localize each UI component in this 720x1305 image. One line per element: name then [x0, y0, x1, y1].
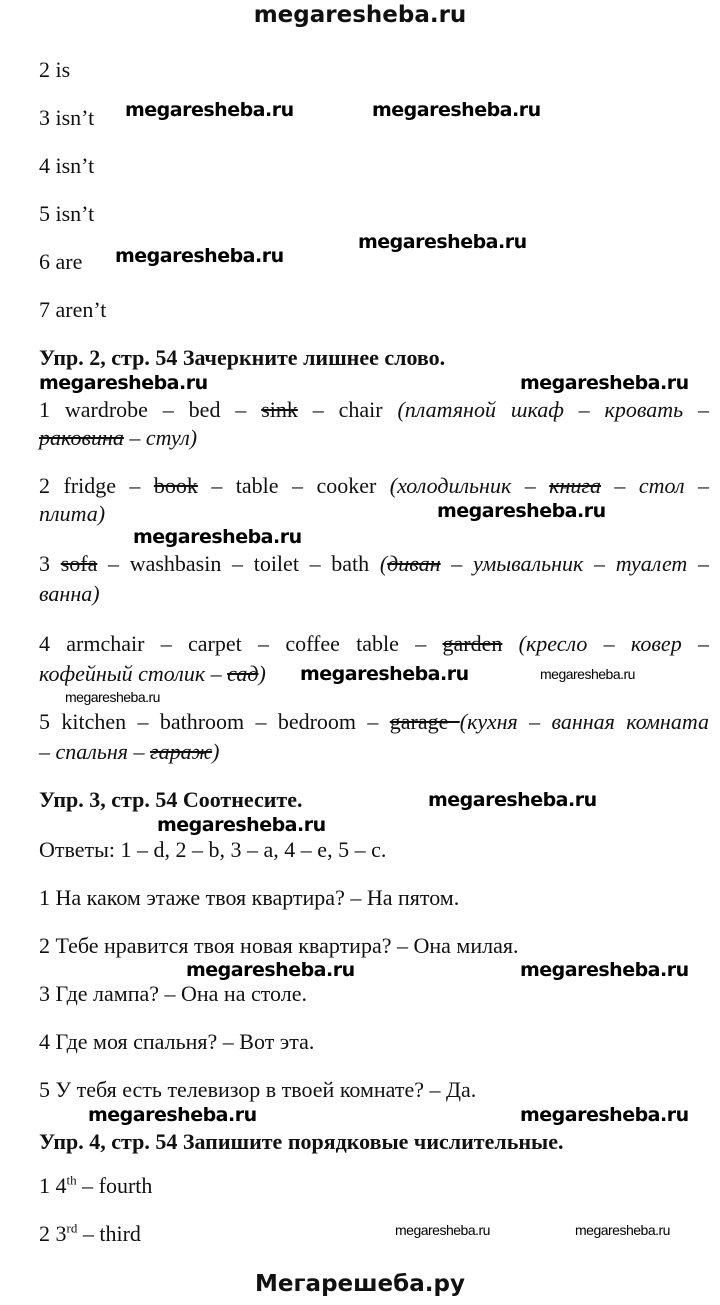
exercise-3-item: 1 На каком этаже твоя квартира? – На пятом. [39, 885, 460, 910]
watermark: megaresheba.ru [65, 689, 160, 705]
answer-line: 6 are [39, 249, 83, 274]
exercise-2-heading: Упр. 2, стр. 54 Зачеркните лишнее слово. [39, 345, 446, 370]
text-segment: (платяной шкаф – кровать – [397, 397, 710, 422]
text-segment: – table – cooker [197, 473, 390, 498]
watermark: megaresheba.ru [133, 526, 302, 548]
struck-word: sofa [60, 551, 98, 576]
ordinal-word: – fourth [76, 1173, 153, 1198]
text-segment: – стул) [123, 425, 198, 450]
text-segment: – спальня – [39, 739, 151, 764]
text-segment: (холодильник – [389, 473, 550, 498]
ordinal-word: – third [77, 1221, 141, 1246]
exercise-2-line [39, 739, 219, 765]
text-segment: (кухня – ванная комната [459, 709, 709, 734]
watermark: megaresheba.ru [115, 245, 284, 267]
text-segment: ванна) [39, 581, 100, 606]
text-segment: 2 fridge – [39, 473, 154, 498]
answer-line: 7 aren’t [39, 297, 107, 322]
watermark: megaresheba.ru [300, 663, 469, 685]
answer-line: 2 is [39, 57, 71, 82]
struck-word: book [153, 473, 198, 498]
struck-word: диван [387, 551, 441, 576]
watermark: megaresheba.ru [437, 500, 606, 522]
exercise-3-item: 4 Где моя спальня? – Вот эта. [39, 1029, 315, 1054]
exercise-3-item: 2 Тебе нравится твоя новая квартира? – Она милая. [39, 933, 519, 958]
text-segment: – washbasin – toilet – bath [97, 551, 380, 576]
exercise-4-heading: Упр. 4, стр. 54 Запишите порядковые числительные. [39, 1129, 564, 1154]
ordinal-number: 1 4 [39, 1173, 67, 1198]
answer-line: 3 isn’t [39, 105, 95, 130]
answer-line: 5 isn’t [39, 201, 95, 226]
struck-word: garden [442, 631, 503, 656]
watermark: megaresheba.ru [520, 372, 689, 394]
watermark: megaresheba.ru [125, 99, 294, 121]
exercise-2-line [39, 425, 197, 451]
exercise-2-line [39, 661, 266, 687]
exercise-2-line [39, 709, 709, 735]
text-segment: 5 kitchen – bathroom – bedroom – [39, 709, 390, 734]
text-segment: – стол – [600, 473, 709, 498]
watermark: megaresheba.ru [520, 959, 689, 981]
site-header: megaresheba.ru [253, 2, 467, 28]
exercise-2-line [39, 473, 709, 499]
watermark: megaresheba.ru [428, 789, 597, 811]
text-segment: 1 wardrobe – bed – [39, 397, 262, 422]
watermark: megaresheba.ru [575, 1222, 670, 1238]
struck-word: сад [227, 661, 259, 686]
watermark: megaresheba.ru [520, 1104, 689, 1126]
exercise-2-line [39, 551, 709, 577]
watermark: megaresheba.ru [157, 814, 326, 836]
text-segment: 3 [39, 551, 61, 576]
text-segment: плита) [39, 501, 106, 526]
exercise-3-answers: Ответы: 1 – d, 2 – b, 3 – a, 4 – e, 5 – c. [39, 837, 387, 862]
struck-word: sink [261, 397, 298, 422]
exercise-2-line [39, 631, 709, 657]
watermark: megaresheba.ru [88, 1104, 257, 1126]
text-segment: ) [258, 661, 266, 686]
struck-word: книга [549, 473, 601, 498]
text-segment: – chair [297, 397, 398, 422]
text-segment: – умывальник – туалет – [440, 551, 709, 576]
watermark: megaresheba.ru [372, 99, 541, 121]
exercise-3-item: 5 У тебя есть телевизор в твоей комнате? – Да. [39, 1077, 477, 1102]
exercise-2-line [39, 501, 105, 527]
watermark: megaresheba.ru [358, 231, 527, 253]
ordinal-suffix: rd [66, 1220, 78, 1236]
text-segment: (кресло – ковер – [502, 631, 709, 656]
exercise-3-item: 3 Где лампа? – Она на столе. [39, 981, 307, 1006]
text-segment: ) [212, 739, 220, 764]
text-segment: кофейный столик – [39, 661, 228, 686]
text-segment: ( [379, 551, 388, 576]
watermark: megaresheba.ru [39, 372, 208, 394]
exercise-3-heading: Упр. 3, стр. 54 Соотнесите. [39, 787, 303, 812]
watermark: megaresheba.ru [540, 666, 635, 682]
site-footer: Мегарешеба.ру [255, 1271, 465, 1297]
answer-line: 4 isn’t [39, 153, 95, 178]
exercise-4-item [39, 1221, 141, 1247]
ordinal-number: 2 3 [39, 1221, 67, 1246]
exercise-2-line [39, 397, 709, 423]
struck-word: гараж [150, 739, 213, 764]
struck-word: garage [389, 709, 460, 734]
ordinal-suffix: th [66, 1172, 77, 1188]
watermark: megaresheba.ru [395, 1222, 490, 1238]
text-segment: 4 armchair – carpet – coffee table – [39, 631, 443, 656]
exercise-2-line [39, 581, 100, 607]
watermark: megaresheba.ru [186, 959, 355, 981]
struck-word: раковина [39, 425, 124, 450]
exercise-4-item [39, 1173, 152, 1199]
